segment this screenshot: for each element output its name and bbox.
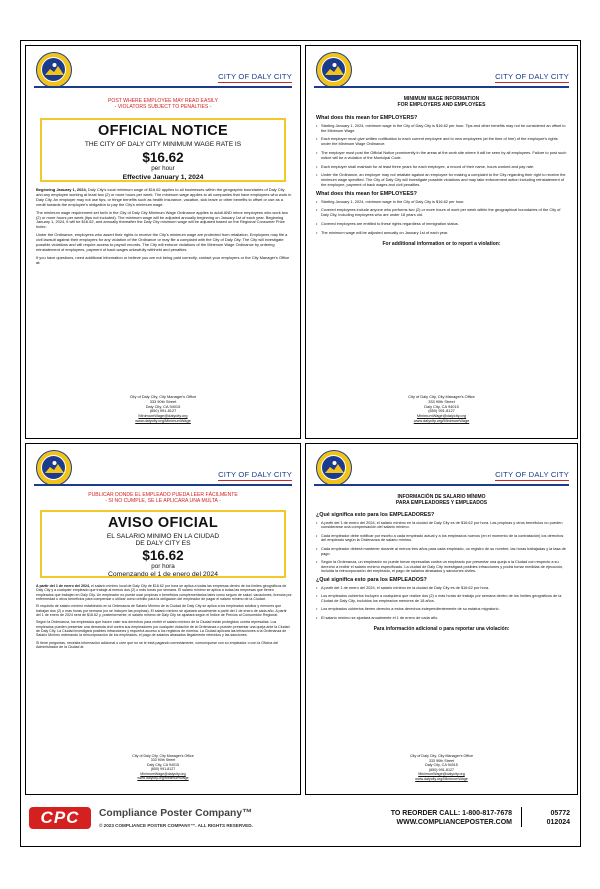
info-body: [316, 112, 567, 250]
daly-city-seal-icon: [316, 52, 352, 88]
more-info-heading: For additional information or to report a violation:: [382, 240, 501, 247]
contact-block: City of Daly City, City Manager's Office 333 90th Street Daly City, CA 94015 (650) 991-8127 MinimumWage@dalycity.org www.dalycity.org/MinimumWage: [26, 754, 300, 780]
email-link[interactable]: MinimumWage@dalycity.org: [416, 413, 467, 419]
english-notice-panel: [25, 45, 301, 439]
info-body: [316, 509, 567, 635]
alert-line-1: PUBLICAR DONDE EL EMPLEADO PUEDA LEER FÁCILMENTE: [88, 492, 238, 498]
employers-list: [316, 124, 567, 188]
contact-block: City of Daly City, City Manager's Office 333 90th Street Daly City, CA 94015 (650) 991-8127 MinimumWage@dalycity.org www.dalycity.org/MinimumWage: [306, 754, 577, 781]
header-rule: [314, 484, 569, 486]
paragraph-1: A partir del 1 de enero del 2024, el salario mínimo local de Daly City de $16.62 por hora se aplica a todas las empresas dentro de los límites geográficos de Daly City y a cualquier empleado que trabaje al menos dos (2) o más horas por semana. El salario mínimo se aplica a todas las empresas que tienen empleados que trabajen en Daly City. Un empleador no puede usar propinas o beneficios complementarios tales como seguro de salud, vacaciones, licencia por enfermedad u otros beneficios para compensar o utilizar como crédito para la obligación del empleador de pagar el salario mínimo de la Ciudad.: [36, 584, 292, 602]
copyright: © 2023 COMPLIANCE POSTER COMPANY™. ALL RIGHTS RESERVED.: [99, 823, 253, 828]
footer: [21, 799, 580, 845]
poster-code: 05772: [550, 810, 570, 817]
list-item: • Starting January 1, 2024, minimum wage in the City of Daly City is $16.62 per hour.: [316, 200, 567, 205]
notice-subtitle-1: EL SALARIO MINIMO EN LA CIUDAD: [106, 533, 220, 540]
revision-code: 012024: [546, 819, 570, 826]
wage-rate: $16.62: [142, 150, 184, 165]
email-link[interactable]: MinimumWage@dalycity.org: [418, 772, 465, 776]
company-name: Compliance Poster Company™: [99, 808, 253, 819]
info-title: INFORMACIÓN DE SALARIO MÍNIMO PARA EMPLEADORES Y EMPLEADOS: [395, 494, 488, 506]
list-item: • The employer must post the Official Notice prominently in the areas at the work site where it will be seen by all employees. Failure to post such notice will be a violation of the Municipal Code.: [316, 151, 567, 161]
city-header: CITY OF DALY CITY: [218, 72, 292, 81]
employers-heading: ¿Qué significa esto para los EMPLEADORES?: [316, 512, 435, 518]
employees-heading: What does this mean for EMPLOYEES?: [316, 190, 417, 197]
effective-date: Effective January 1, 2024: [122, 174, 204, 181]
employees-heading: ¿Qué significa esto para los EMPLEADOS?: [316, 576, 427, 583]
header-rule: [34, 484, 292, 486]
alert-line-1: POST WHERE EMPLOYEE MAY READ EASILY: [107, 98, 219, 104]
paragraph-3: Under the Ordinance, employees who assert their rights to receive the City's minimum wage are protected from retaliation. Employees may file a civil lawsuit against their employers for any violation of the Ordinance or may file a complaint with the City of Daly City. The City will investigate possible violations and will require access to payroll records. The City will enforce violations of the Minimum Wage Ordinance by ordering reinstatement of employees, payment of back wages unlawfully withheld and penalties.: [36, 232, 288, 252]
list-item: • Cada empleador deberá mantener durante al menos tres años para cada empleado, un registro de su nombre, las horas trabajadas y la tasa de pago.: [316, 547, 567, 556]
list-item: • A partir del 1 de enero del 2024, el salario mínimo en la ciudad de Daly City es de $16.62 por hora.: [316, 586, 567, 591]
cpc-logo: CPC: [29, 807, 91, 829]
employees-list: [316, 200, 567, 236]
footer-divider: [521, 807, 522, 827]
posting-alert: [26, 98, 300, 111]
list-item: • Los empleados cubiertos tienen derecho a estos derechos independientemente de su estatus migratorio.: [316, 607, 567, 612]
web-link[interactable]: www.dalycity.org/MinimumWage: [413, 417, 470, 423]
reorder-info: [391, 809, 512, 827]
effective-date: Comenzando el 1 de enero del 2024: [108, 571, 218, 578]
list-item: • Cada empleador debe notificar por escrito a cada empleado actual y a los empleados nuevos (en el momento de la contratación) los derechos del empleado según la Ordenanza de salario mínimo.: [316, 534, 567, 543]
employees-list: [316, 586, 567, 621]
notice-body: [36, 188, 292, 269]
city-header: CITY OF DALY CITY: [495, 470, 569, 479]
list-item: • Covered employees include anyone who performs two (2) or more hours of work per week within the geographical boundaries of the City of Daly City, including employees who are under 18 years old.: [316, 208, 567, 218]
list-item: • Starting January 1, 2024, minimum wage in the City of Daly City is $16.62 per hour. Tips and other benefits may not be considered an offset to the Minimum Wage.: [316, 124, 567, 134]
contact-block: City of Daly City, City Manager's Office 333 90th Street Daly City, CA 94015 (650) 991-8127 MinimumWage@dalycity.org www.dalycity.org/MinimumWage: [306, 395, 577, 424]
notice-title: OFFICIAL NOTICE: [98, 123, 228, 139]
daly-city-seal-icon: [316, 450, 352, 486]
paragraph-2: The minimum wage requirement set forth in the City of Daly City Minimum Wage Ordinance applies to adult AND minor employees who work two (2) or more hours per week (tips not included). The minimum wage will be adjusted annually beginning on January 1st of each year. Beginning January 1, 2024, it will be $16.62, and annually thereafter the Daly City minimum wage will be adjusted based on the Regional Consumer Price Index.: [36, 209, 288, 230]
city-header: CITY OF DALY CITY: [495, 72, 569, 81]
paragraph-2: El requisito de salario mínimo establecido en la Ordenanza de Salario Mínimo de la Ciudad de Daly City se aplica a los empleados adultos y menores que trabajan dos (2) o más horas por semana (no se incluyen las propinas). El salario mínimo se ajustará anualmente a partir del 1 de enero de cada año. A partir del 1 de enero de 2024 será de $16.62 y, posteriormente, el salario mínimo de Daly City se ajustará según el Índice de Precios al Consumidor Regional.: [36, 604, 287, 618]
list-item: • Under the Ordinance, an employer may not retaliate against an employee for making a complaint to the City regarding their right to receive the minimum wage specified. The City of Daly City will investigate possible violations and may take enforcement action including reinstatement of the employee, payment of back wages and civil penalties.: [316, 173, 567, 187]
reorder-phone: TO REORDER CALL: 1-800-817-7678: [390, 810, 512, 817]
rate-unit: por hora: [151, 563, 175, 570]
list-item: • A partir del 1 de enero del 2024, el salario mínimo en la ciudad de Daly City es de $16.62 por hora. Las propinas y otros beneficios no pueden considerarse una compensación del salario mínimo.: [316, 521, 567, 530]
poster-codes: [547, 809, 570, 827]
list-item: • Los empleados cubiertos incluyen a cualquiera que realice dos (2) o más horas de trabajo por semana dentro de los límites geográficos de la Ciudad de Daly City, incluidos los empleados menores de 18 años.: [316, 594, 567, 603]
posting-alert: [26, 492, 300, 505]
notice-body: [36, 584, 292, 652]
spanish-info-panel: [305, 443, 578, 795]
web-link[interactable]: www.dalycity.org/MinimumWage: [135, 417, 191, 423]
header-rule: [34, 86, 292, 88]
list-item: • El salario mínimo se ajustará anualmente el 1 de enero de cada año.: [316, 616, 567, 621]
header-rule: [314, 86, 569, 88]
email-link[interactable]: MinimumWage@dalycity.org: [140, 771, 186, 776]
wage-rate: $16.62: [142, 548, 184, 563]
official-notice-box: [40, 510, 286, 578]
notice-subtitle: THE CITY OF DALY CITY MINIMUM WAGE RATE IS: [84, 141, 242, 148]
poster: [20, 40, 581, 847]
english-info-panel: [305, 45, 578, 439]
alert-line-2: - SI NO CUMPLE, SE LE APLICARA UNA MULTA -: [105, 498, 221, 505]
paragraph-4: Si tiene preguntas, necesita información adicional o cree que no se le está pagando correctamente, comuníquese con su empleador o con la Oficina del Administrador de la Ciudad al:: [36, 640, 279, 650]
more-info-heading: Para información adicional o para reportar una violación:: [373, 625, 510, 632]
list-item: • The minimum wage will be adjusted annually on January 1st of each year.: [316, 231, 567, 236]
rate-unit: per hour: [151, 165, 175, 172]
list-item: • Each employer shall maintain for at least three years for each employee, a record of their name, hours worked and pay rate.: [316, 165, 567, 170]
paragraph-3: Según la Ordenanza, los empleados que hacen valer sus derechos para recibir el salario mínimo de la Ciudad están protegidos contra represalias. Los empleados pueden presentar una demanda civil contra sus empleadores por cualquier violación de la Ordenanza o pueden presentar una queja ante la Ciudad de Daly City. La Ciudad investigará posibles infracciones y requerirá acceso a los registros de nómina. La Ciudad aplicará las infracciones a la Ordenanza de Salario Mínimo ordenando la reincorporación de los empleados, el pago de salarios atrasados ilegalmente retenidos y las sanciones.: [36, 620, 290, 638]
web-link[interactable]: www.dalycity.org/MinimumWage: [137, 776, 189, 781]
notice-title: AVISO OFICIAL: [108, 515, 218, 531]
list-item: • Covered employees are entitled to these rights regardless of immigration status.: [316, 222, 567, 227]
info-title: MINIMUM WAGE INFORMATION FOR EMPLOYERS AND EMPLOYEES: [397, 96, 486, 108]
employers-heading: What does this mean for EMPLOYERS?: [316, 115, 418, 121]
list-item: • Según la Ordenanza, un empleador no puede tomar represalias contra un empleado por presentar una queja a la Ciudad con respecto a su derecho a recibir el salario mínimo especificado. La ciudad de Daly City investigará posibles infracciones y podrá tomar medidas de ejecución, incluida la reincorporación del empleado, el pago de salarios atrasados y sanciones civiles.: [316, 560, 567, 574]
city-header: CITY OF DALY CITY: [218, 470, 292, 479]
company-website[interactable]: WWW.COMPLIANCEPOSTER.COM: [396, 819, 512, 826]
alert-line-2: - VIOLATORS SUBJECT TO PENALTIES -: [114, 104, 212, 111]
official-notice-box: [40, 118, 286, 182]
daly-city-seal-icon: [36, 52, 72, 88]
notice-subtitle-2: DE DALY CITY ES: [135, 540, 191, 547]
daly-city-seal-icon: [36, 450, 72, 486]
employers-list: [316, 521, 567, 574]
paragraph-1: Beginning January 1, 2024, Daly City's local minimum wage of $16.62 applies to all businesses within the geographic boundaries of Daly City and any employee working at least two (2) or more hours per week. The minimum wage applies to all companies that have employees who work in Daly City. An employer may not use tips, or fringe benefits such as health insurance, vacation, sick leave or other benefits to offset or use as a credit towards the employee's obligation to pay the City's minimum wage.: [36, 187, 292, 207]
list-item: • Each employer must give written notification to each current employee and to new employees (at the time of hire) of the employee's rights under the Minimum Wage Ordinance.: [316, 137, 567, 147]
contact-block: City of Daly City, City Manager's Office 333 90th Street Daly City, CA 94015 (650) 991-8127 MinimumWage@dalycity.org www.dalycity.org/MinimumWage: [26, 395, 300, 424]
web-link[interactable]: www.dalycity.org/MinimumWage: [415, 776, 468, 781]
spanish-notice-panel: [25, 443, 301, 795]
email-link[interactable]: MinimumWage@dalycity.org: [138, 413, 188, 419]
paragraph-4: If you have questions, need additional information or believe you are not being paid correctly, contact your employers or the City Manager's Office at:: [36, 254, 290, 265]
